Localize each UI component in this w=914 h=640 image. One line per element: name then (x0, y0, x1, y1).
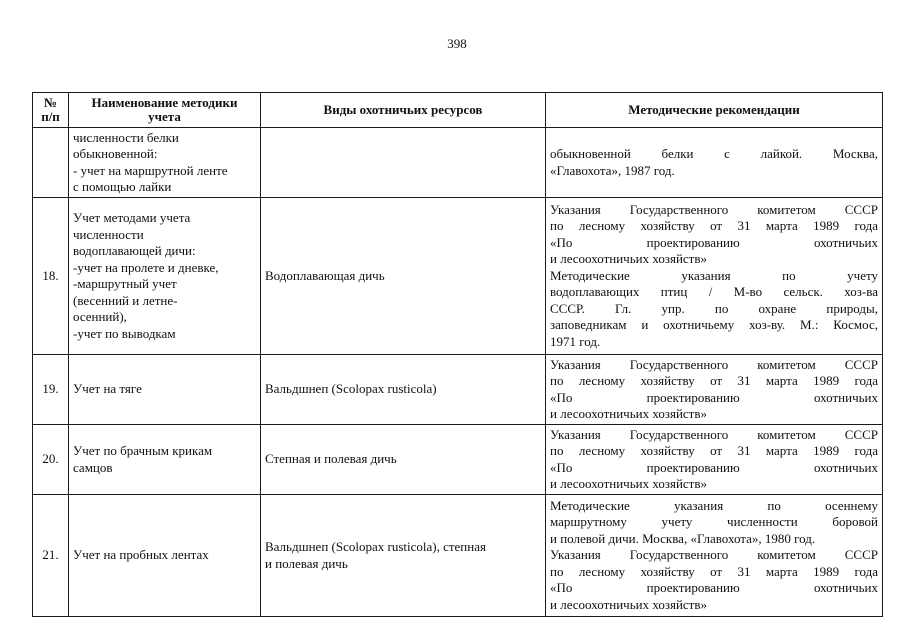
rec-line: СССР. Гл. упр. по охране природы, (550, 300, 878, 316)
rec-line: заповедникам и охотничьему хоз-ву. М.: Космос, (550, 317, 878, 333)
method-cell (69, 355, 261, 425)
method-line: -маршрутный учет (73, 276, 177, 291)
header-recommendations: Методические рекомендации (546, 93, 883, 128)
row-number: 19. (33, 355, 69, 425)
method-cell (69, 198, 261, 355)
recommendations-cell (546, 128, 883, 198)
rec-line: «Главохота», 1987 год. (550, 162, 675, 178)
method-line: Учет по брачным крикам (73, 443, 213, 458)
resources-cell: Вальдшнеп (Scolopax rusticola) (261, 355, 546, 425)
rec-line: «По проектированию охотничьих (550, 389, 878, 405)
rec-line: Указания Государственного комитетом СССР (550, 356, 878, 372)
method-cell (69, 128, 261, 198)
method-cell (69, 425, 261, 495)
method-line: (весенний и летне- (73, 292, 178, 308)
header-resources: Виды охотничьих ресурсов (261, 93, 546, 128)
resources-cell: Степная и полевая дичь (261, 425, 546, 495)
header-num (33, 93, 69, 128)
rec-line: маршрутному учету численности боровой (550, 514, 878, 530)
rec-line: и полевой дичи. Москва, «Главохота», 1980 год. (550, 530, 816, 546)
page-number: 398 (447, 36, 467, 51)
rec-line: Указания Государственного комитетом СССР (550, 547, 878, 563)
resources-cell: Водоплавающая дичь (261, 198, 546, 355)
method-line: обыкновенной: (73, 146, 158, 161)
method-line: численности белки (73, 129, 179, 145)
rec-line: по лесному хозяйству от 31 марта 1989 года (550, 563, 878, 579)
header-method (69, 93, 261, 128)
method-line: Учет на тяге (73, 381, 142, 397)
method-line: с помощью лайки (73, 179, 172, 194)
rec-line: «По проектированию охотничьих (550, 459, 878, 475)
rec-line: Указания Государственного комитетом СССР (550, 426, 878, 442)
rec-line: Указания Государственного комитетом СССР (550, 201, 878, 217)
method-line: численности (73, 226, 144, 242)
row-number (33, 128, 69, 198)
table-header-row (33, 93, 883, 128)
resources-cell (261, 495, 546, 617)
method-line: -учет по выводкам (73, 325, 176, 341)
rec-line: и лесоохотничьих хозяйств» (550, 251, 708, 267)
rec-line: Методические указания по осеннему (550, 497, 878, 513)
rec-line: по лесному хозяйству от 31 марта 1989 года (550, 373, 878, 388)
table-row (33, 425, 883, 495)
method-line: самцов (73, 459, 113, 475)
rec-line: «По проектированию охотничьих (550, 234, 878, 250)
method-line: -учет на пролете и дневке, (73, 259, 219, 275)
method-line: водоплавающей дичи: (73, 243, 196, 258)
header-method-line: учета (148, 109, 181, 124)
method-line: Учет методами учета (73, 210, 191, 225)
rec-line: «По проектированию охотничьих (550, 580, 878, 596)
rec-line: водоплавающих птиц / М-во сельск. хоз-ва (550, 284, 878, 300)
table-row (33, 198, 883, 355)
resources-line: Вальдшнеп (Scolopax rusticola), степная (265, 539, 486, 554)
resources-cell (261, 128, 546, 198)
row-number: 21. (33, 495, 69, 617)
method-cell (69, 495, 261, 617)
rec-line: и лесоохотничьих хозяйств» (550, 476, 708, 491)
recommendations-cell (546, 355, 883, 425)
rec-line: по лесному хозяйству от 31 марта 1989 года (550, 218, 878, 234)
recommendations-cell (546, 198, 883, 355)
rec-line: Методические указания по учету (550, 267, 878, 283)
header-method-line: Наименование методики (91, 95, 238, 110)
rec-line: обыкновенной белки с лайкой. Москва, (550, 146, 878, 161)
table-row (33, 355, 883, 425)
header-num-line: № (43, 95, 58, 110)
rec-line: и лесоохотничьих хозяйств» (550, 596, 708, 612)
resources-line: и полевая дичь (265, 555, 348, 571)
row-number: 18. (33, 198, 69, 355)
table-row (33, 495, 883, 617)
rec-line: по лесному хозяйству от 31 марта 1989 года (550, 443, 878, 458)
table-row (33, 128, 883, 198)
methods-table (32, 92, 883, 617)
row-number: 20. (33, 425, 69, 495)
method-line: осенний), (73, 309, 127, 324)
recommendations-cell (546, 495, 883, 617)
method-line: - учет на маршрутной ленте (73, 162, 228, 178)
recommendations-cell (546, 425, 883, 495)
header-num-line: п/п (41, 109, 60, 124)
rec-line: и лесоохотничьих хозяйств» (550, 406, 708, 421)
method-line: Учет на пробных лентах (73, 547, 209, 563)
rec-line: 1971 год. (550, 333, 601, 349)
